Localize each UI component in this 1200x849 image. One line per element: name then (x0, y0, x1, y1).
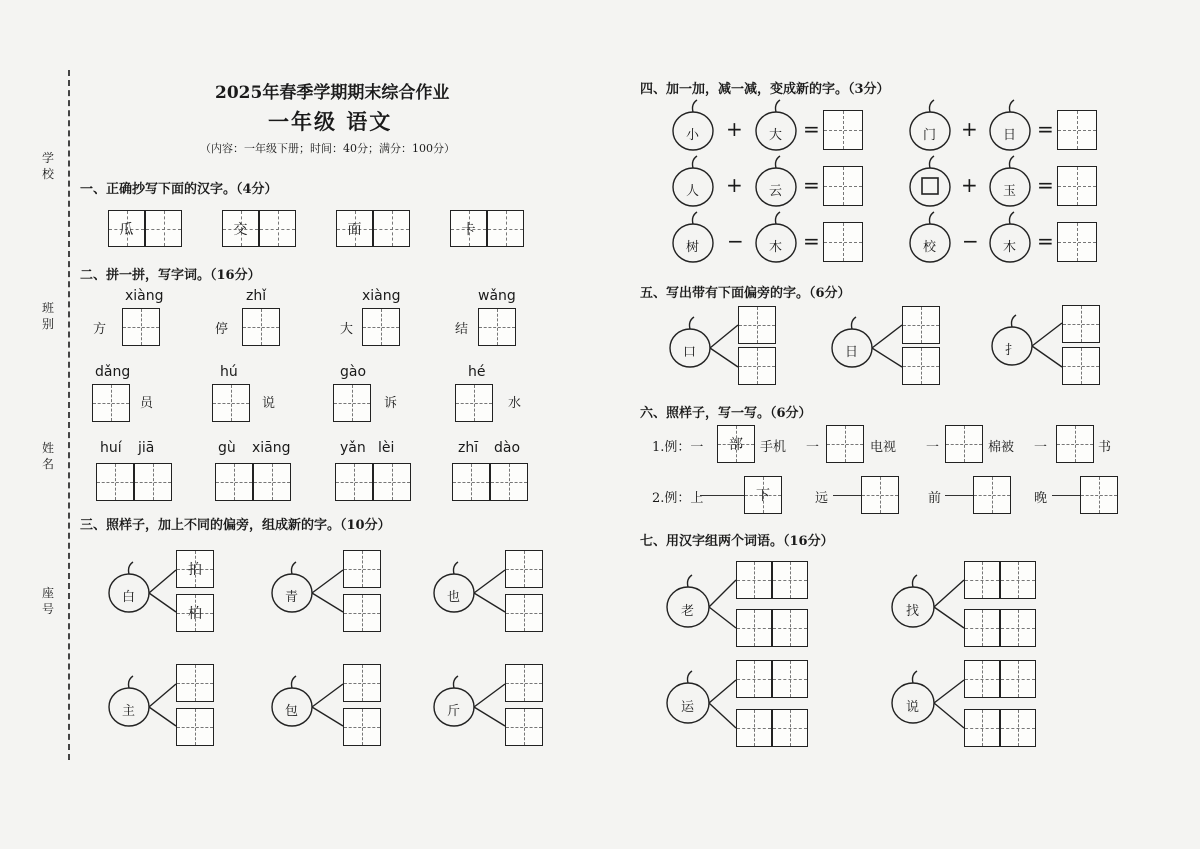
apple-char: 木 (769, 240, 783, 255)
example-box: 下 (744, 476, 782, 514)
equals-sign: = (803, 117, 820, 141)
connector-line (945, 495, 973, 496)
answer-box[interactable] (738, 306, 776, 344)
answer-box[interactable] (772, 609, 808, 647)
apple-char: 运 (681, 700, 695, 715)
pinyin: huí (100, 440, 122, 456)
pinyin: gù (218, 440, 236, 456)
school-label: 学校 (41, 151, 54, 181)
copy-box-filled: 面 (336, 210, 373, 247)
connector-line (1052, 495, 1080, 496)
answer-box[interactable] (1056, 425, 1094, 463)
answer-box[interactable] (505, 550, 543, 588)
answer-box[interactable] (1000, 609, 1036, 647)
apple-char: 人 (686, 184, 700, 199)
minus-sign: − (962, 229, 979, 253)
equals-sign: = (803, 173, 820, 197)
word-part: 远 (815, 491, 829, 506)
answer-box[interactable] (964, 660, 1000, 698)
answer-box[interactable] (1057, 222, 1097, 262)
copy-box-filled: 卡 (450, 210, 487, 247)
example-label: 2.例：上 (652, 491, 704, 506)
example-box: 部 (717, 425, 755, 463)
seat-label: 座号 (41, 586, 54, 616)
exam-info: （内容：一年级下册；时间：40分；满分：100分） (200, 142, 455, 155)
pinyin: jiā (138, 440, 155, 456)
apple-char: 青 (285, 590, 299, 605)
answer-box[interactable] (964, 561, 1000, 599)
pinyin: zhī (458, 440, 479, 456)
word-part: 方 (93, 322, 107, 337)
answer-box[interactable] (736, 561, 772, 599)
apple-char: 也 (447, 590, 461, 605)
answer-box[interactable] (738, 347, 776, 385)
apple-char: 木 (1003, 240, 1017, 255)
plus-sign: + (726, 173, 743, 197)
word-part: 员 (140, 396, 154, 411)
apple-char: 口 (683, 345, 697, 360)
pinyin: zhǐ (246, 288, 267, 304)
answer-box[interactable] (1057, 110, 1097, 150)
answer-box[interactable] (736, 660, 772, 698)
section-5-heading: 五、写出带有下面偏旁的字。（6分） (640, 286, 851, 301)
answer-box[interactable] (343, 664, 381, 702)
answer-box[interactable] (1062, 347, 1100, 385)
pinyin: wǎng (478, 288, 516, 304)
answer-box[interactable] (1000, 709, 1036, 747)
pinyin: dào (494, 440, 521, 456)
answer-box[interactable] (505, 664, 543, 702)
equals-sign: = (1037, 117, 1054, 141)
pinyin: hé (468, 364, 486, 380)
prefix-one: 一 (926, 440, 940, 455)
apple-char: 包 (285, 704, 299, 719)
plus-sign: + (961, 173, 978, 197)
section-6-heading: 六、照样子，写一写。（6分） (640, 406, 812, 421)
answer-box[interactable] (823, 110, 863, 150)
answer-box[interactable] (176, 708, 214, 746)
minus-sign: − (727, 229, 744, 253)
section-2-heading: 二、拼一拼，写字词。（16分） (80, 268, 261, 283)
section-4-heading: 四、加一加，减一减，变成新的字。（3分） (640, 82, 890, 97)
word-part: 书 (1098, 440, 1112, 455)
apple-char: 云 (769, 184, 783, 199)
word-part: 棉被 (988, 440, 1015, 455)
name-label: 姓名 (41, 441, 54, 471)
word-part: 结 (455, 322, 469, 337)
pinyin: dǎng (95, 364, 131, 380)
example-word: 手机 (760, 440, 787, 455)
prefix-one: 一 (1034, 440, 1048, 455)
answer-box[interactable] (945, 425, 983, 463)
equals-sign: = (1037, 173, 1054, 197)
answer-box[interactable] (772, 561, 808, 599)
equals-sign: = (1037, 229, 1054, 253)
apple-char: 主 (122, 704, 136, 719)
connector-line (700, 495, 744, 496)
answer-box[interactable] (772, 660, 808, 698)
section-3-heading: 三、照样子，加上不同的偏旁，组成新的字。（10分） (80, 518, 391, 533)
exam-title: 2025年春季学期期末综合作业 (215, 83, 450, 103)
word-part: 水 (508, 396, 522, 411)
answer-box[interactable] (973, 476, 1011, 514)
apple-char: 树 (686, 240, 700, 255)
answer-box[interactable] (902, 347, 940, 385)
class-label: 班别 (41, 301, 54, 331)
pinyin: yǎn (340, 440, 366, 456)
answer-box[interactable] (343, 594, 381, 632)
apple-char: 大 (769, 128, 783, 143)
pinyin: xiàng (362, 288, 401, 304)
answer-box[interactable] (343, 708, 381, 746)
plus-sign: + (726, 117, 743, 141)
answer-box[interactable] (1057, 166, 1097, 206)
pinyin: lèi (378, 440, 395, 456)
apple-char: 说 (906, 700, 920, 715)
apple-char: 校 (923, 240, 937, 255)
word-part: 说 (262, 396, 276, 411)
copy-box-filled: 瓜 (108, 210, 145, 247)
pinyin: hú (220, 364, 238, 380)
apple-char: 扌 (1005, 343, 1019, 358)
equals-sign: = (803, 229, 820, 253)
answer-box[interactable] (826, 425, 864, 463)
answer-box[interactable] (736, 709, 772, 747)
section-1-heading: 一、正确抄写下面的汉字。（4分） (80, 182, 278, 197)
apple-char: 日 (1003, 128, 1017, 143)
answer-box[interactable] (772, 709, 808, 747)
answer-box[interactable] (1000, 561, 1036, 599)
exam-subtitle: 一年级 语文 (268, 109, 393, 134)
example-label: 1.例：一 (652, 440, 704, 455)
answer-box[interactable] (902, 306, 940, 344)
apple-char: 日 (845, 345, 859, 360)
answer-box[interactable] (736, 609, 772, 647)
plus-sign: + (961, 117, 978, 141)
answer-box[interactable] (505, 594, 543, 632)
example-box: 柏 (176, 594, 214, 632)
apple-char: 玉 (1003, 184, 1017, 199)
answer-box[interactable] (823, 166, 863, 206)
apple-char: 门 (923, 128, 937, 143)
apple-char: 斤 (447, 704, 461, 719)
answer-box[interactable] (823, 222, 863, 262)
apple-char: 小 (686, 128, 700, 143)
answer-box[interactable] (1080, 476, 1118, 514)
word-part: 诉 (384, 396, 398, 411)
word-part: 前 (928, 491, 942, 506)
pinyin: xiāng (252, 440, 291, 456)
apple-char: 找 (906, 604, 920, 619)
answer-box[interactable] (964, 709, 1000, 747)
pinyin: xiàng (125, 288, 164, 304)
apple-stem (129, 562, 134, 574)
word-part: 停 (215, 322, 229, 337)
answer-box[interactable] (861, 476, 899, 514)
connector-line (833, 495, 861, 496)
answer-box[interactable] (505, 708, 543, 746)
apple-char: 白 (122, 590, 136, 605)
copy-box-filled: 交 (222, 210, 259, 247)
word-part: 电视 (870, 440, 897, 455)
example-box: 拍 (176, 550, 214, 588)
apple-char: 老 (681, 604, 695, 619)
word-part: 晚 (1034, 491, 1048, 506)
word-part: 大 (340, 322, 354, 337)
answer-box[interactable] (964, 609, 1000, 647)
answer-box[interactable] (1062, 305, 1100, 343)
prefix-one: 一 (806, 440, 820, 455)
answer-box[interactable] (343, 550, 381, 588)
pinyin: gào (340, 364, 367, 380)
answer-box[interactable] (1000, 660, 1036, 698)
answer-box[interactable] (176, 664, 214, 702)
section-7-heading: 七、用汉字组两个词语。（16分） (640, 534, 834, 549)
